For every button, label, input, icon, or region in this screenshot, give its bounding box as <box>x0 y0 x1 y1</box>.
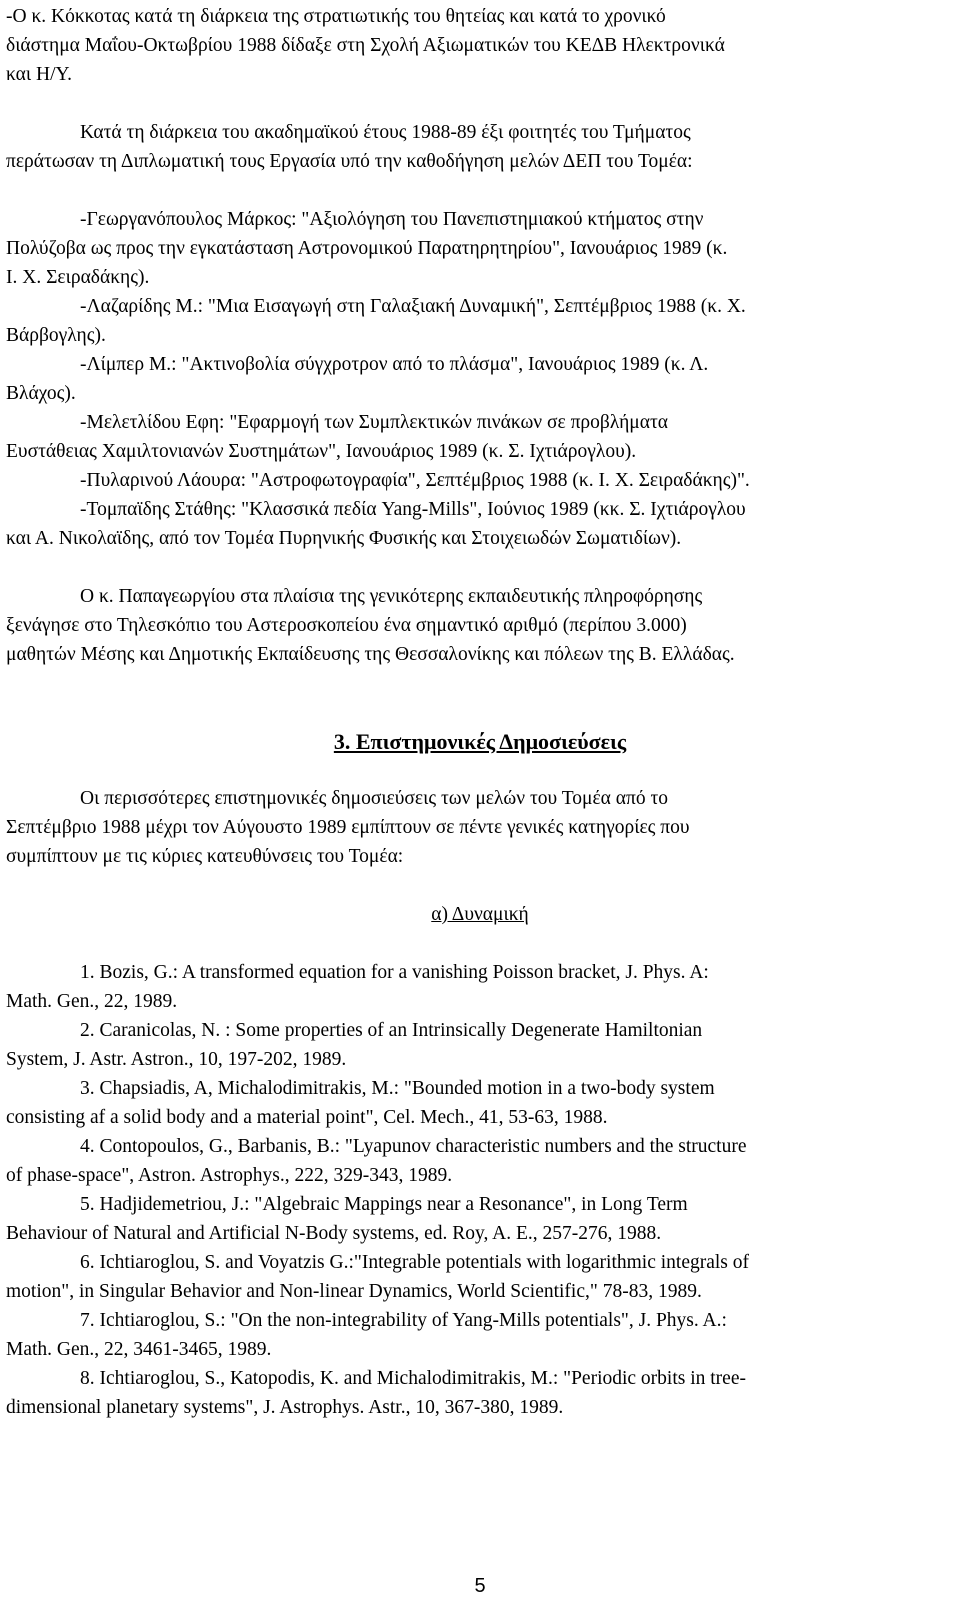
publication-entry: 7. Ichtiaroglou, S.: "On the non-integrability of Yang-Mills potentials", J. Phys. A.: Math. Gen., 22, 3461-3465, 1989. <box>6 1310 727 1360</box>
kokkotas-paragraph: -Ο κ. Κόκκοτας κατά τη διάρκεια της στρατιωτικής του θητείας και κατά το χρονικό διάστημα Μαΐου-Οκτωβρίου 1988 δίδαξε στη Σχολή Αξιωματικών του ΚΕΔΒ Ηλεκτρονικά και Η/Υ. <box>6 6 725 85</box>
thesis-entry: -Λίμπερ Μ.: "Ακτινοβολία σύγχροτρον από το πλάσμα", Ιανουάριος 1989 (κ. Λ. Βλάχος). <box>6 354 709 404</box>
publication-entry: 2. Caranicolas, N. : Some properties of an Intrinsically Degenerate Hamiltonian System, J. Astr. Astron., 10, 197-202, 1989. <box>6 1020 703 1070</box>
subsection-heading: α) Δυναμική <box>431 904 529 925</box>
outreach-paragraph: Ο κ. Παπαγεωργίου στα πλαίσια της γενικότερης εκπαιδευτικής πληροφόρησης ξενάγησε στο Τηλεσκόπιο του Αστεροσκοπείου ένα σημαντικό αριθμό (περίπου 3.000) μαθητών Μέσης και Δημοτικής Εκπαίδευσης της Θεσσαλονίκης και πόλεων της Β. Ελλάδας. <box>6 586 735 665</box>
publication-entry: 4. Contopoulos, G., Barbanis, B.: "Lyapunov characteristic numbers and the structure of phase-space", Astron. Astrophys., 222, 329-343, 1989. <box>6 1136 747 1186</box>
thesis-entry: -Λαζαρίδης Μ.: "Μια Εισαγωγή στη Γαλαξιακή Δυναμική", Σεπτέμβριος 1988 (κ. Χ. Βάρβογλης). <box>6 296 746 346</box>
publication-entry: 3. Chapsiadis, A, Michalodimitrakis, M.: "Bounded motion in a two-body system consisting af a solid body and a material point", Cel. Mech., 41, 53-63, 1988. <box>6 1078 715 1128</box>
thesis-entry: -Πυλαρινού Λάουρα: "Αστροφωτογραφία", Σεπτέμβριος 1988 (κ. Ι. Χ. Σειραδάκης)". <box>80 470 750 491</box>
publication-entry: 6. Ichtiaroglou, S. and Voyatzis G.:"Integrable potentials with logarithmic integrals of motion", in Singular Behavior and Non-linear Dynamics, World Scientific," 78-83, 1989. <box>6 1252 750 1302</box>
page-number: 5 <box>474 1575 486 1597</box>
publication-entry: 8. Ichtiaroglou, S., Katopodis, K. and Michalodimitrakis, M.: "Periodic orbits in tree- dimensional planetary systems", J. Astrophys. Astr., 10, 367-380, 1989. <box>6 1368 746 1418</box>
theses-intro-paragraph: Κατά τη διάρκεια του ακαδημαϊκού έτους 1988-89 έξι φοιτητές του Τμήματος περάτωσαν τη Διπλωματική τους Εργασία υπό την καθοδήγηση μελών ΔΕΠ του Τομέα: <box>6 122 693 172</box>
publication-entry: 1. Bozis, G.: A transformed equation for a vanishing Poisson bracket, J. Phys. A: Math. Gen., 22, 1989. <box>6 962 709 1012</box>
thesis-entry: -Γεωργανόπουλος Μάρκος: "Αξιολόγηση του Πανεπιστημιακού κτήματος στην Πολύζοβα ως προς την εγκατάσταση Αστρονομικού Παρατηρητηρίου", Ιανουάριος 1989 (κ. Ι. Χ. Σειραδάκης). <box>6 209 728 288</box>
publication-entry: 5. Hadjidemetriou, J.: "Algebraic Mappings near a Resonance", in Long Term Behaviour of Natural and Artificial N-Body systems, ed. Roy, A. E., 257-276, 1988. <box>6 1194 688 1244</box>
section-intro-paragraph: Οι περισσότερες επιστημονικές δημοσιεύσεις των μελών του Τομέα από το Σεπτέμβριο 1988 μέχρι τον Αύγουστο 1989 εμπίπτουν σε πέντε γενικές κατηγορίες που συμπίπτουν με τις κύριες κατευθύνσεις του Τομέα: <box>6 788 690 867</box>
thesis-entry: -Μελετλίδου Εφη: "Εφαρμογή των Συμπλεκτικών πινάκων σε προβλήματα Ευστάθειας Χαμιλτονιανών Συστημάτων", Ιανουάριος 1989 (κ. Σ. Ιχτιάρογλου). <box>6 412 669 462</box>
thesis-entry: -Τομπαϊδης Στάθης: "Κλασσικά πεδία Yang-Mills", Ιούνιος 1989 (κκ. Σ. Ιχτιάρογλου και Α. Νικολαϊδης, από τον Τομέα Πυρηνικής Φυσικής και Στοιχειωδών Σωματιδίων). <box>6 499 746 549</box>
section-heading: 3. Επιστημονικές Δημοσιεύσεις <box>333 729 627 754</box>
